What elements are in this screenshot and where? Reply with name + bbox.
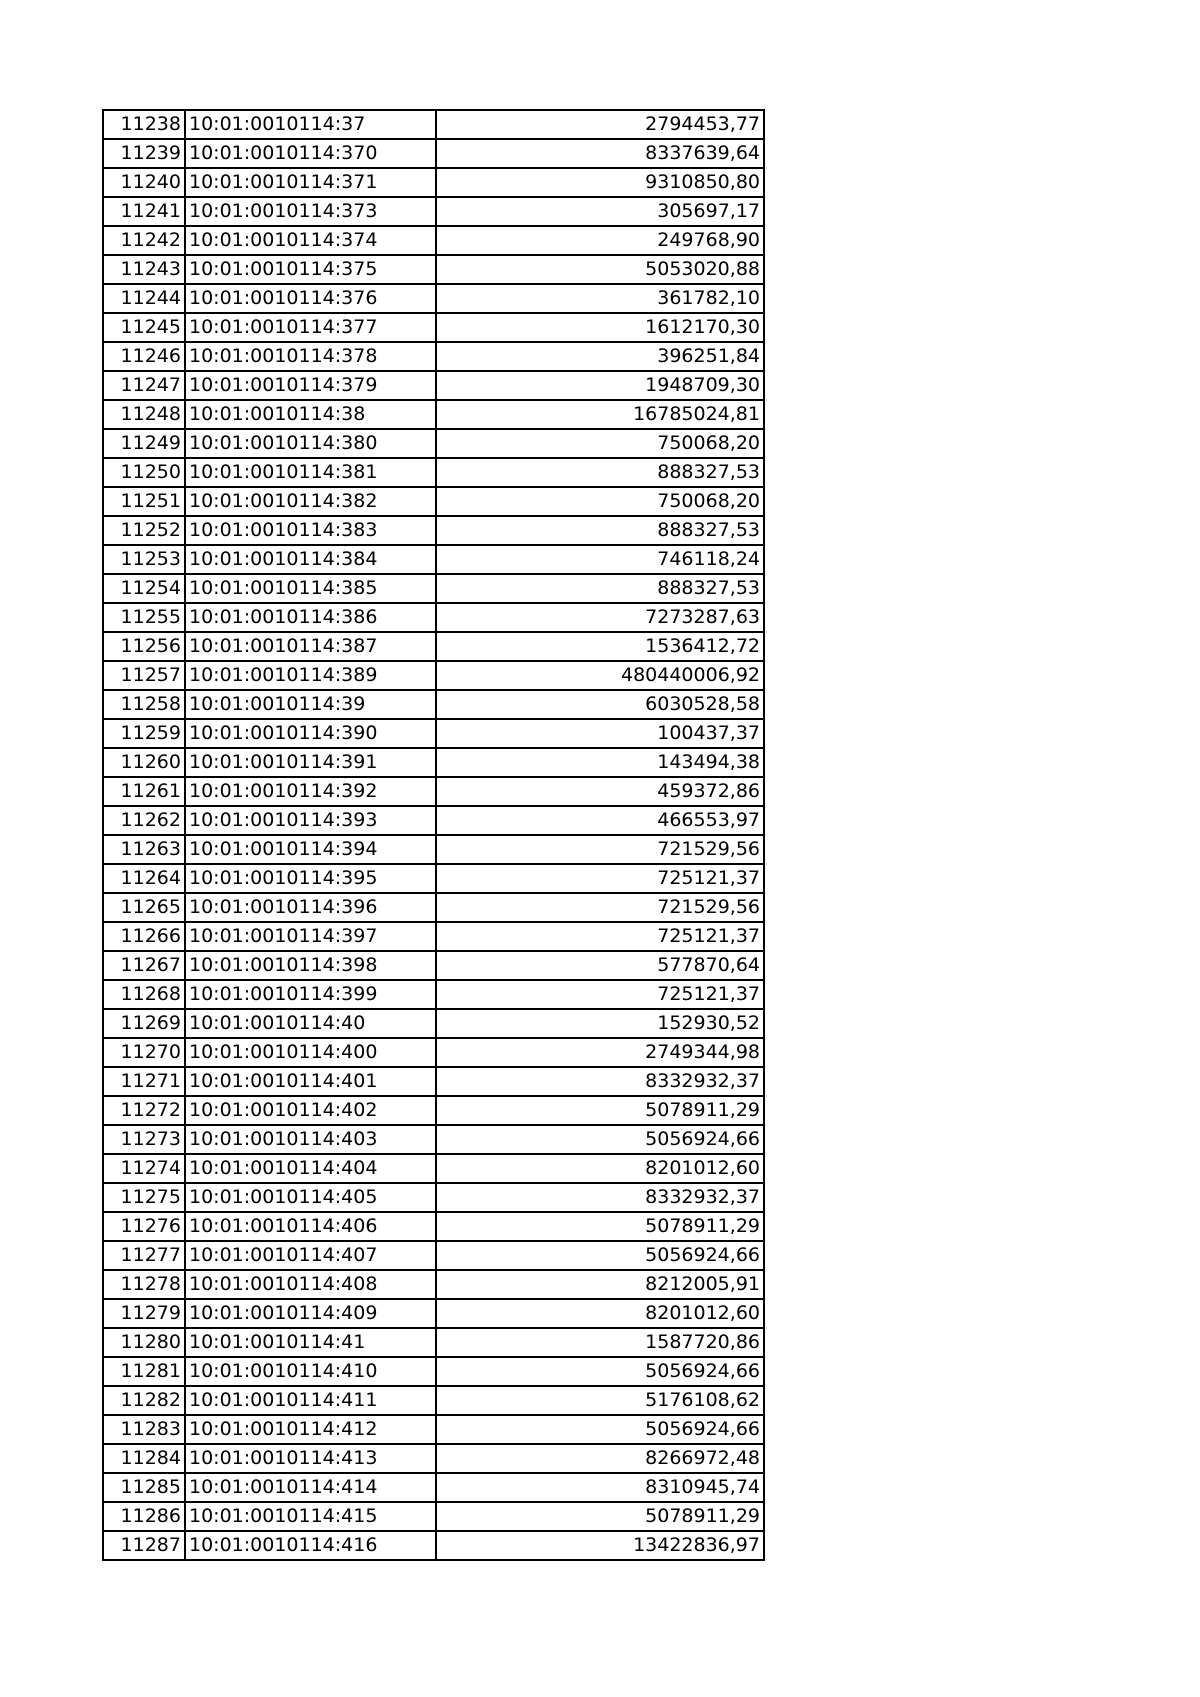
cadastral-number-cell: 10:01:0010114:413	[185, 1444, 436, 1473]
value-cell: 8332932,37	[436, 1183, 764, 1212]
value-cell: 725121,37	[436, 864, 764, 893]
value-cell: 750068,20	[436, 429, 764, 458]
row-number-cell: 11263	[103, 835, 185, 864]
cadastral-number-cell: 10:01:0010114:389	[185, 661, 436, 690]
table-row	[103, 197, 764, 226]
value-cell: 721529,56	[436, 893, 764, 922]
cadastral-number-cell: 10:01:0010114:410	[185, 1357, 436, 1386]
row-number-cell: 11281	[103, 1357, 185, 1386]
cadastral-number-cell: 10:01:0010114:380	[185, 429, 436, 458]
cadastral-number-cell: 10:01:0010114:401	[185, 1067, 436, 1096]
value-cell: 1612170,30	[436, 313, 764, 342]
cadastral-number-cell: 10:01:0010114:379	[185, 371, 436, 400]
table-row	[103, 632, 764, 661]
table-row	[103, 574, 764, 603]
table-body	[103, 110, 764, 1560]
cadastral-number-cell: 10:01:0010114:400	[185, 1038, 436, 1067]
cadastral-number-cell: 10:01:0010114:38	[185, 400, 436, 429]
row-number-cell: 11274	[103, 1154, 185, 1183]
row-number-cell: 11253	[103, 545, 185, 574]
row-number-cell: 11238	[103, 110, 185, 139]
value-cell: 5078911,29	[436, 1502, 764, 1531]
value-cell: 8212005,91	[436, 1270, 764, 1299]
table-row	[103, 1096, 764, 1125]
table-row	[103, 458, 764, 487]
row-number-cell: 11241	[103, 197, 185, 226]
cadastral-number-cell: 10:01:0010114:385	[185, 574, 436, 603]
cadastral-number-cell: 10:01:0010114:409	[185, 1299, 436, 1328]
value-cell: 721529,56	[436, 835, 764, 864]
row-number-cell: 11271	[103, 1067, 185, 1096]
table-row	[103, 1444, 764, 1473]
table-row	[103, 226, 764, 255]
cadastral-number-cell: 10:01:0010114:390	[185, 719, 436, 748]
row-number-cell: 11287	[103, 1531, 185, 1560]
row-number-cell: 11245	[103, 313, 185, 342]
row-number-cell: 11246	[103, 342, 185, 371]
value-cell: 725121,37	[436, 980, 764, 1009]
row-number-cell: 11244	[103, 284, 185, 313]
value-cell: 152930,52	[436, 1009, 764, 1038]
row-number-cell: 11248	[103, 400, 185, 429]
value-cell: 888327,53	[436, 458, 764, 487]
row-number-cell: 11273	[103, 1125, 185, 1154]
table-row	[103, 980, 764, 1009]
value-cell: 888327,53	[436, 516, 764, 545]
cadastral-number-cell: 10:01:0010114:387	[185, 632, 436, 661]
row-number-cell: 11250	[103, 458, 185, 487]
value-cell: 7273287,63	[436, 603, 764, 632]
row-number-cell: 11277	[103, 1241, 185, 1270]
table-row	[103, 1125, 764, 1154]
table-row	[103, 342, 764, 371]
table-row	[103, 1038, 764, 1067]
cadastral-number-cell: 10:01:0010114:398	[185, 951, 436, 980]
row-number-cell: 11258	[103, 690, 185, 719]
table-row	[103, 1154, 764, 1183]
table-row	[103, 255, 764, 284]
table-row	[103, 110, 764, 139]
cadastral-number-cell: 10:01:0010114:412	[185, 1415, 436, 1444]
value-cell: 725121,37	[436, 922, 764, 951]
row-number-cell: 11256	[103, 632, 185, 661]
cadastral-number-cell: 10:01:0010114:403	[185, 1125, 436, 1154]
value-cell: 5056924,66	[436, 1125, 764, 1154]
cadastral-number-cell: 10:01:0010114:408	[185, 1270, 436, 1299]
value-cell: 8201012,60	[436, 1154, 764, 1183]
row-number-cell: 11251	[103, 487, 185, 516]
row-number-cell: 11247	[103, 371, 185, 400]
table-row	[103, 1502, 764, 1531]
row-number-cell: 11270	[103, 1038, 185, 1067]
cadastral-number-cell: 10:01:0010114:414	[185, 1473, 436, 1502]
cadastral-number-cell: 10:01:0010114:378	[185, 342, 436, 371]
value-cell: 5056924,66	[436, 1241, 764, 1270]
value-cell: 9310850,80	[436, 168, 764, 197]
cadastral-number-cell: 10:01:0010114:371	[185, 168, 436, 197]
row-number-cell: 11259	[103, 719, 185, 748]
value-cell: 8201012,60	[436, 1299, 764, 1328]
value-cell: 16785024,81	[436, 400, 764, 429]
cadastral-number-cell: 10:01:0010114:394	[185, 835, 436, 864]
row-number-cell: 11252	[103, 516, 185, 545]
value-cell: 100437,37	[436, 719, 764, 748]
cadastral-number-cell: 10:01:0010114:376	[185, 284, 436, 313]
cadastral-number-cell: 10:01:0010114:391	[185, 748, 436, 777]
table-row	[103, 1270, 764, 1299]
table-row	[103, 371, 764, 400]
cadastral-number-cell: 10:01:0010114:384	[185, 545, 436, 574]
cadastral-number-cell: 10:01:0010114:392	[185, 777, 436, 806]
value-cell: 888327,53	[436, 574, 764, 603]
cadastral-number-cell: 10:01:0010114:374	[185, 226, 436, 255]
row-number-cell: 11243	[103, 255, 185, 284]
table-row	[103, 1183, 764, 1212]
row-number-cell: 11268	[103, 980, 185, 1009]
row-number-cell: 11269	[103, 1009, 185, 1038]
table-row	[103, 516, 764, 545]
value-cell: 8310945,74	[436, 1473, 764, 1502]
table-row	[103, 951, 764, 980]
cadastral-number-cell: 10:01:0010114:396	[185, 893, 436, 922]
row-number-cell: 11280	[103, 1328, 185, 1357]
value-cell: 396251,84	[436, 342, 764, 371]
table-row	[103, 1241, 764, 1270]
cadastral-number-cell: 10:01:0010114:411	[185, 1386, 436, 1415]
cadastral-number-cell: 10:01:0010114:383	[185, 516, 436, 545]
row-number-cell: 11255	[103, 603, 185, 632]
row-number-cell: 11284	[103, 1444, 185, 1473]
table-row	[103, 661, 764, 690]
row-number-cell: 11254	[103, 574, 185, 603]
table-row	[103, 139, 764, 168]
row-number-cell: 11240	[103, 168, 185, 197]
row-number-cell: 11279	[103, 1299, 185, 1328]
value-cell: 143494,38	[436, 748, 764, 777]
row-number-cell: 11261	[103, 777, 185, 806]
row-number-cell: 11272	[103, 1096, 185, 1125]
value-cell: 2749344,98	[436, 1038, 764, 1067]
value-cell: 8337639,64	[436, 139, 764, 168]
value-cell: 750068,20	[436, 487, 764, 516]
row-number-cell: 11282	[103, 1386, 185, 1415]
value-cell: 459372,86	[436, 777, 764, 806]
row-number-cell: 11262	[103, 806, 185, 835]
table-row	[103, 400, 764, 429]
table-row	[103, 748, 764, 777]
value-cell: 5176108,62	[436, 1386, 764, 1415]
value-cell: 746118,24	[436, 545, 764, 574]
table-row	[103, 719, 764, 748]
cadastral-number-cell: 10:01:0010114:370	[185, 139, 436, 168]
row-number-cell: 11276	[103, 1212, 185, 1241]
table-row	[103, 893, 764, 922]
cadastral-number-cell: 10:01:0010114:399	[185, 980, 436, 1009]
table-row	[103, 1531, 764, 1560]
table-row	[103, 603, 764, 632]
value-cell: 1536412,72	[436, 632, 764, 661]
cadastral-number-cell: 10:01:0010114:41	[185, 1328, 436, 1357]
table-row	[103, 545, 764, 574]
table-row	[103, 1299, 764, 1328]
cadastral-number-cell: 10:01:0010114:395	[185, 864, 436, 893]
value-cell: 13422836,97	[436, 1531, 764, 1560]
table-row	[103, 835, 764, 864]
value-cell: 2794453,77	[436, 110, 764, 139]
value-cell: 5078911,29	[436, 1096, 764, 1125]
data-table	[102, 109, 765, 1561]
row-number-cell: 11267	[103, 951, 185, 980]
table-row	[103, 777, 764, 806]
row-number-cell: 11242	[103, 226, 185, 255]
value-cell: 8332932,37	[436, 1067, 764, 1096]
cadastral-number-cell: 10:01:0010114:377	[185, 313, 436, 342]
table-row	[103, 429, 764, 458]
table-row	[103, 1067, 764, 1096]
value-cell: 577870,64	[436, 951, 764, 980]
cadastral-number-cell: 10:01:0010114:40	[185, 1009, 436, 1038]
cadastral-number-cell: 10:01:0010114:415	[185, 1502, 436, 1531]
table-row	[103, 1415, 764, 1444]
cadastral-number-cell: 10:01:0010114:373	[185, 197, 436, 226]
cadastral-number-cell: 10:01:0010114:407	[185, 1241, 436, 1270]
table-row	[103, 1212, 764, 1241]
row-number-cell: 11286	[103, 1502, 185, 1531]
table-row	[103, 922, 764, 951]
row-number-cell: 11278	[103, 1270, 185, 1299]
cadastral-number-cell: 10:01:0010114:405	[185, 1183, 436, 1212]
table-row	[103, 1386, 764, 1415]
table-row	[103, 690, 764, 719]
cadastral-number-cell: 10:01:0010114:386	[185, 603, 436, 632]
value-cell: 305697,17	[436, 197, 764, 226]
value-cell: 8266972,48	[436, 1444, 764, 1473]
row-number-cell: 11275	[103, 1183, 185, 1212]
row-number-cell: 11239	[103, 139, 185, 168]
cadastral-number-cell: 10:01:0010114:402	[185, 1096, 436, 1125]
table-row	[103, 1357, 764, 1386]
value-cell: 249768,90	[436, 226, 764, 255]
cadastral-number-cell: 10:01:0010114:382	[185, 487, 436, 516]
value-cell: 5078911,29	[436, 1212, 764, 1241]
value-cell: 6030528,58	[436, 690, 764, 719]
cadastral-number-cell: 10:01:0010114:393	[185, 806, 436, 835]
value-cell: 5056924,66	[436, 1357, 764, 1386]
value-cell: 5056924,66	[436, 1415, 764, 1444]
table-row	[103, 487, 764, 516]
value-cell: 5053020,88	[436, 255, 764, 284]
cadastral-number-cell: 10:01:0010114:375	[185, 255, 436, 284]
row-number-cell: 11249	[103, 429, 185, 458]
value-cell: 480440006,92	[436, 661, 764, 690]
cadastral-number-cell: 10:01:0010114:404	[185, 1154, 436, 1183]
value-cell: 1587720,86	[436, 1328, 764, 1357]
row-number-cell: 11283	[103, 1415, 185, 1444]
cadastral-number-cell: 10:01:0010114:406	[185, 1212, 436, 1241]
cadastral-number-cell: 10:01:0010114:37	[185, 110, 436, 139]
table-row	[103, 1009, 764, 1038]
value-cell: 466553,97	[436, 806, 764, 835]
cadastral-number-cell: 10:01:0010114:397	[185, 922, 436, 951]
table-row	[103, 313, 764, 342]
table-row	[103, 168, 764, 197]
table-row	[103, 1473, 764, 1502]
table-row	[103, 1328, 764, 1357]
row-number-cell: 11285	[103, 1473, 185, 1502]
row-number-cell: 11257	[103, 661, 185, 690]
value-cell: 1948709,30	[436, 371, 764, 400]
value-cell: 361782,10	[436, 284, 764, 313]
table-row	[103, 806, 764, 835]
table-row	[103, 284, 764, 313]
table-row	[103, 864, 764, 893]
row-number-cell: 11265	[103, 893, 185, 922]
cadastral-number-cell: 10:01:0010114:381	[185, 458, 436, 487]
row-number-cell: 11264	[103, 864, 185, 893]
cadastral-number-cell: 10:01:0010114:39	[185, 690, 436, 719]
row-number-cell: 11260	[103, 748, 185, 777]
row-number-cell: 11266	[103, 922, 185, 951]
cadastral-number-cell: 10:01:0010114:416	[185, 1531, 436, 1560]
